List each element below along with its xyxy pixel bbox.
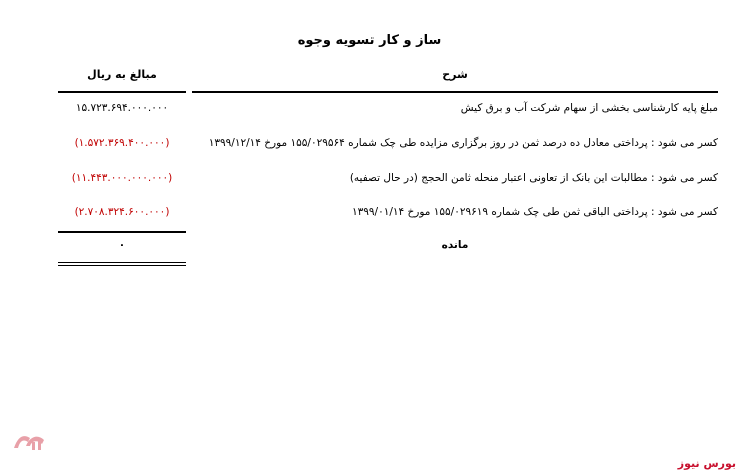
description-column-header: شرح xyxy=(442,68,468,81)
header-divider-description xyxy=(192,91,718,93)
row-amount: ۱۵.۷۲۳.۶۹۴.۰۰۰.۰۰۰ xyxy=(75,102,169,114)
row-description: کسر می شود : پرداختی معادل ده درصد ثمن در روز برگزاری مزایده طی چک شماره ۱۵۵/۰۲۹۵۶۴ مورخ ۱۳۹۹/۱۲/۱۴ xyxy=(208,137,718,149)
total-amount: ۰ xyxy=(118,239,126,251)
total-divider xyxy=(58,231,186,233)
row-description: کسر می شود : پرداختی الباقی ثمن طی چک شماره ۱۵۵/۰۲۹۶۱۹ مورخ ۱۳۹۹/۰۱/۱۴ xyxy=(351,206,718,218)
document-title: ساز و کار تسویه وجوه xyxy=(297,33,442,48)
table-row xyxy=(0,102,739,120)
brand-name: بورس نیوز xyxy=(677,457,736,470)
row-description: کسر می شود : مطالبات این بانک از تعاونی اعتبار منحله ثامن الحجج (در حال تصفیه) xyxy=(349,172,718,184)
row-amount: (۱.۵۷۲.۳۶۹.۴۰۰.۰۰۰) xyxy=(74,137,170,149)
table-row xyxy=(0,172,739,190)
row-amount: (۲.۷۰۸.۳۲۴.۶۰۰.۰۰۰) xyxy=(74,206,170,218)
row-description: مبلغ پایه کارشناسی بخشی از سهام شرکت آب و برق کیش xyxy=(460,102,718,114)
double-underline-top xyxy=(58,262,186,263)
amount-column-header: مبالغ به ریال xyxy=(87,68,157,81)
total-row xyxy=(0,239,739,257)
total-label: مانده xyxy=(441,239,469,251)
watermark-logo-icon xyxy=(12,430,46,452)
row-amount: (۱۱.۴۴۳.۰۰۰.۰۰۰.۰۰۰) xyxy=(71,172,173,184)
table-row xyxy=(0,137,739,155)
double-underline-bottom xyxy=(58,265,186,266)
table-row xyxy=(0,206,739,224)
header-divider-amount xyxy=(58,91,186,93)
